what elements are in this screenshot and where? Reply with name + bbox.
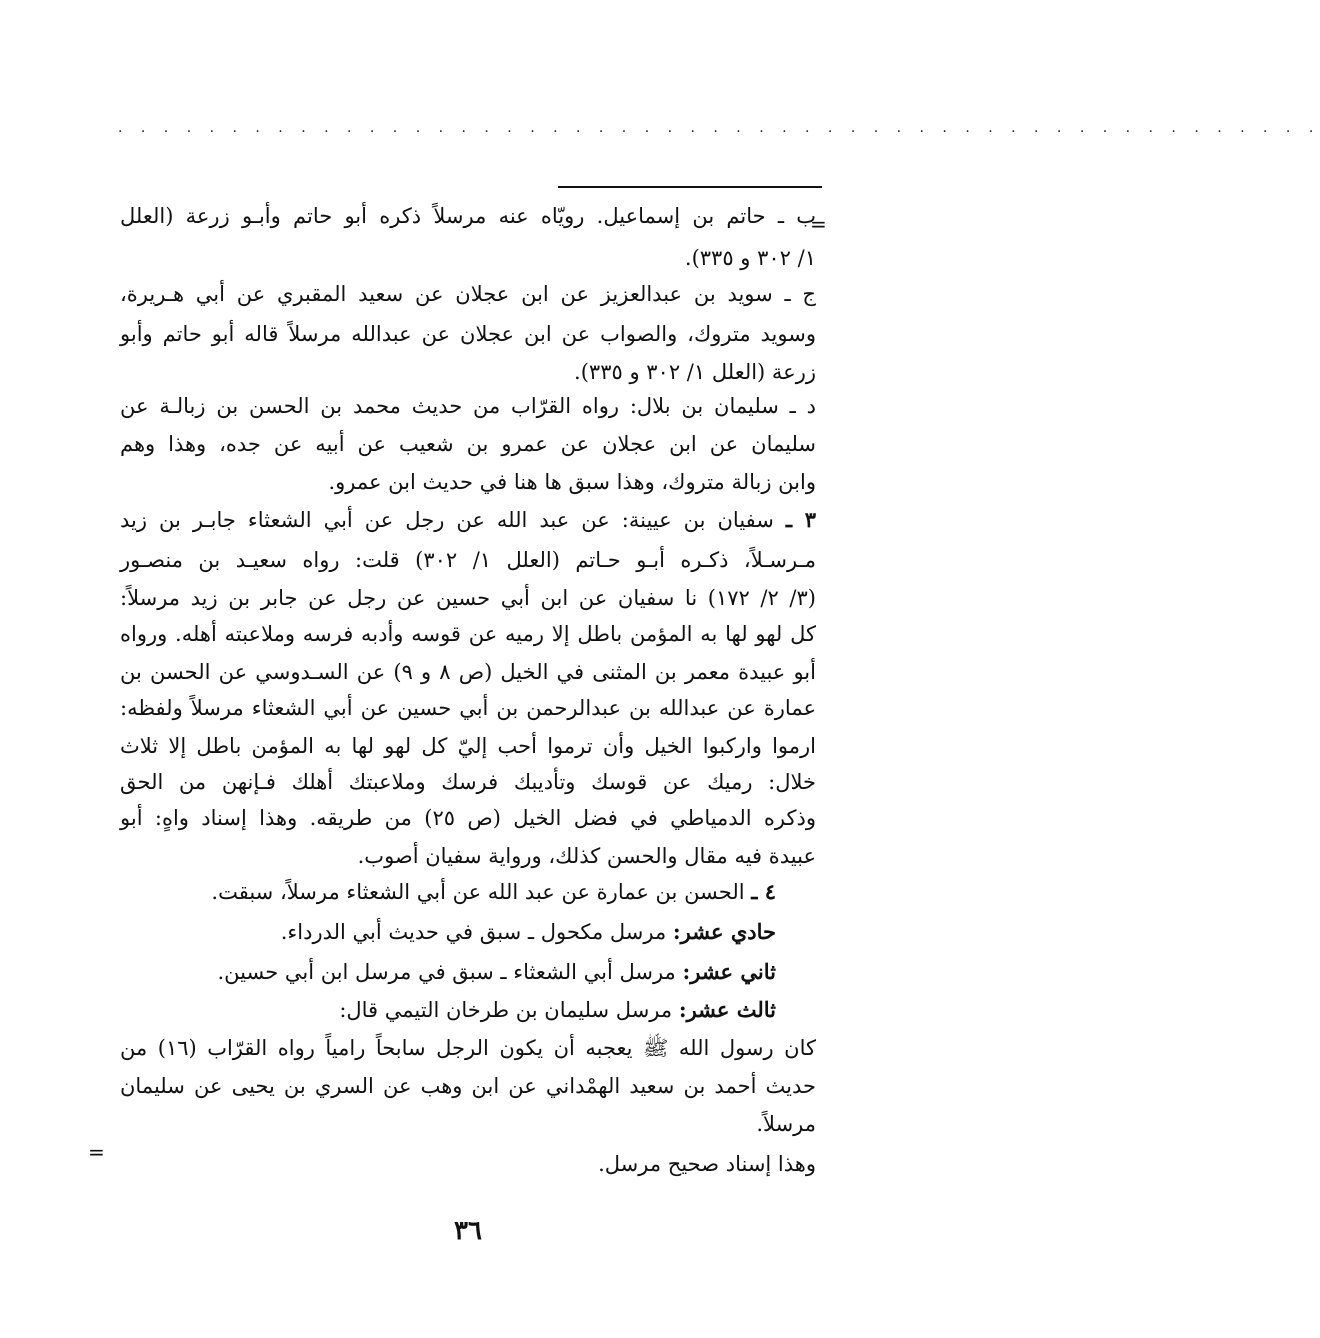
dotted-separator: . . . . . . . . . . . . . . . . . . . . . . . . . . . . . . . . . . . . . . . . . . . . . . . . . . . . .: [118, 120, 1320, 136]
section-text: مرسل سليمان بن طرخان التيمي قال:: [339, 998, 679, 1022]
text-line: ج ـ سويد بن عبدالعزيز عن ابن عجلان عن سعيد المقبري عن أبي هـريرة،: [120, 282, 816, 306]
text-line: د ـ سليمان بن بلال: رواه القرّاب من حديث محمد بن الحسن بن زبالـة عن: [120, 394, 816, 418]
item-number: ٤ ـ: [751, 879, 776, 904]
text-line: ١/ ٣٠٢ و ٣٣٥).: [684, 246, 816, 270]
text-line: وذكره الدمياطي في فضل الخيل (ص ٢٥) من طريقه. وهذا إسناد واهٍ: أبو: [120, 806, 816, 830]
text-line: [217, 952, 776, 992]
text-line: مرسلاً.: [756, 1112, 816, 1136]
item-number: ٣ ـ: [785, 507, 817, 532]
text-line: أبو عبيدة معمر بن المثنى في الخيل (ص ٨ و ٩) عن السـدوسي عن الحسن بن: [120, 660, 816, 684]
text-line: عبيدة فيه مقال والحسن كذلك، ورواية سفيان أصوب.: [357, 844, 816, 868]
text-line: كل لهو لها به المؤمن باطل إلا رميه عن قوسه وأدبه فرسه وملاعبته أهله. ورواه: [120, 622, 816, 646]
text-line: [339, 990, 776, 1030]
text-line: ب ـ حاتم بن إسماعيل. رويّاه عنه مرسلاً ذكره أبو حاتم وأبـو زرعة (العلل: [120, 204, 816, 228]
item-text: سفيان بن عيينة: عن عبد الله عن رجل عن أبي الشعثاء جابـر بن زيد: [120, 508, 786, 532]
text-line: وهذا إسناد صحيح مرسل.: [598, 1152, 816, 1176]
continuation-mark-top: =: [810, 212, 827, 236]
section-heading: ثاني عشر:: [682, 959, 776, 984]
text-line: وسويد متروك، والصواب عن ابن عجلان عن عبدالله مرسلاً قاله أبو حاتم وأبو: [120, 322, 816, 346]
section-heading: حادي عشر:: [672, 919, 776, 944]
text-line: (٣/ ٢/ ١٧٢) نا سفيان عن ابن أبي حسين عن رجل عن جابر بن زيد مرسلاً:: [120, 586, 816, 610]
text-line: مـرسـلاً، ذكـره أبـو حـاتم (العلل ١/ ٣٠٢) قلت: رواه سعيـد بن منصـور: [120, 548, 816, 572]
text-line: [211, 872, 776, 912]
text-line: [120, 500, 816, 540]
page-number: ٣٦: [454, 1216, 482, 1246]
section-heading: ثالث عشر:: [678, 997, 776, 1022]
text-line: [281, 912, 776, 952]
text-line: زرعة (العلل ١/ ٣٠٢ و ٣٣٥).: [574, 360, 816, 384]
continuation-mark-bottom: =: [88, 1140, 105, 1164]
text-line: حديث أحمد بن سعيد الهمْداني عن ابن وهب عن السري بن يحيى عن سليمان: [120, 1074, 816, 1098]
section-text: مرسل أبي الشعثاء ـ سبق في مرسل ابن أبي حسين.: [217, 960, 683, 984]
item-text: الحسن بن عمارة عن عبد الله عن أبي الشعثاء مرسلاً، سبقت.: [211, 880, 752, 904]
text-line: خلال: رميك عن قوسك وتأديبك فرسك وملاعبتك أهلك فـإنهن من الحق: [120, 770, 816, 794]
text-line: كان رسول الله ﷺ يعجبه أن يكون الرجل سابحاً رامياً رواه القرّاب (١٦) من: [120, 1036, 816, 1060]
text-line: عمارة عن عبدالله بن عبدالرحمن بن أبي حسين عن أبي الشعثاء مرسلاً ولفظه:: [120, 696, 816, 720]
text-line: سليمان عن ابن عجلان عن عمرو بن شعيب عن أبيه عن جده، وهذا وهم: [120, 432, 816, 456]
section-text: مرسل مكحول ـ سبق في حديث أبي الدرداء.: [280, 920, 673, 944]
footnote-rule: [558, 186, 822, 188]
text-line: وابن زبالة متروك، وهذا سبق ها هنا في حديث ابن عمرو.: [328, 470, 816, 494]
text-line: ارموا واركبوا الخيل وأن ترموا أحب إليّ كل لهو لها به المؤمن باطل إلا ثلاث: [120, 734, 816, 758]
